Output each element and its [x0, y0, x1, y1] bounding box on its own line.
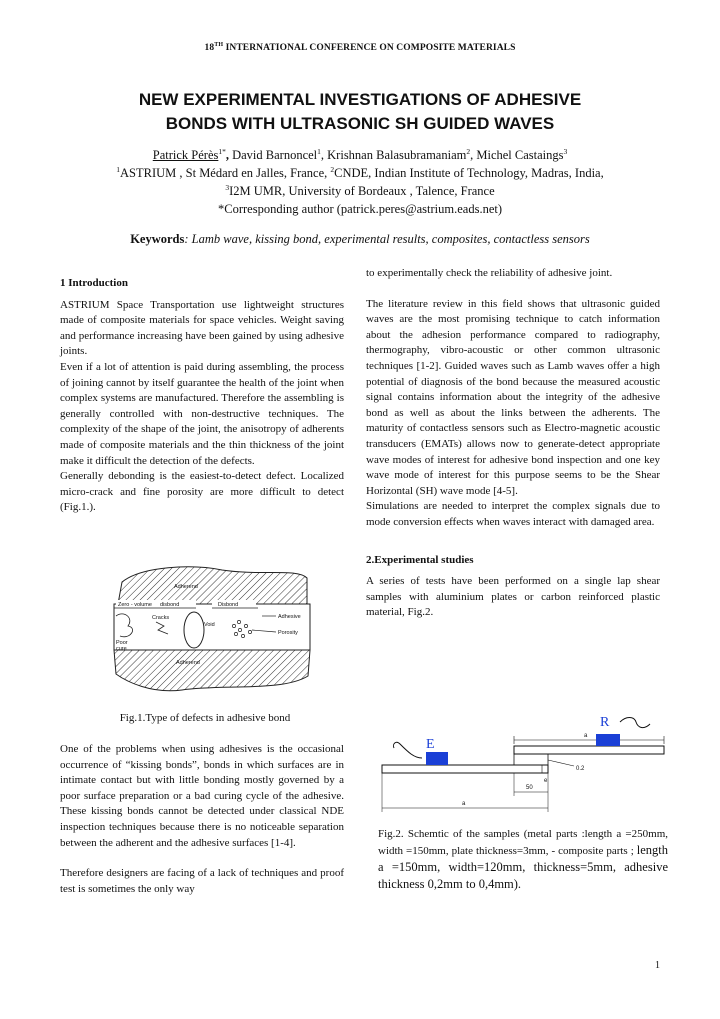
right-paragraph-3: Simulations are needed to interpret the complex signals due to mode conversion effects when waves interact with damaged area. [366, 500, 660, 528]
left-column-top [60, 276, 344, 516]
top-adherend-shape [118, 567, 307, 604]
title-line-1: NEW EXPERIMENTAL INVESTIGATIONS OF ADHESIVE [138, 90, 582, 109]
emitter-sensor [426, 752, 448, 765]
author-block [40, 146, 680, 218]
intro-paragraph-1: ASTRIUM Space Transportation use lightweight structures made of composite materials for space vehicles. Weight saving and performance increasing have been gained by using adhesive joints. [60, 298, 344, 358]
right-column [366, 266, 660, 621]
author-2: David Barnoncel [232, 148, 318, 162]
void-ellipse [184, 612, 204, 648]
affiliations-line: $^1$ASTRIUM , St Médard en Jalles, France, $^2$CNDE, Indian Institute of Technology, Madras, India, [116, 164, 604, 180]
label-porosity: Porosity [278, 630, 298, 636]
fig1-caption: Fig.1.Type of defects in adhesive bond [119, 712, 291, 724]
title-line-2: BONDS WITH ULTRASONIC SH GUIDED WAVES [165, 114, 555, 133]
dim-a-top: a [584, 733, 588, 739]
right-paragraph-4: A series of tests have been performed on a single lap shear samples with aluminium plates or carbon reinforced plastic material, Fig.2. [366, 575, 660, 619]
label-void: Void [204, 622, 215, 628]
dim-0-2: 0.2 [576, 766, 585, 772]
label-adherend-top: Adherend [174, 584, 198, 590]
dim-50: 50 [526, 785, 533, 791]
author-names: Patrick Pérès$^{1*}$, David Barnoncel$^1$, Krishnan Balasubramaniam$^2$, Michel Castaings$^3$ [152, 146, 568, 162]
label-disbond-1: disbond [160, 602, 180, 608]
label-cure: cure [116, 646, 127, 652]
intro-paragraph-4: One of the problems when using adhesives is the occasional occurrence of “kissing bonds”, bonds in which surfaces are in intimate contact but with little bonding mostly governed by a poor surface preparation or a bad curing cycle of the adhesive. These kissing bonds cannot be detected under classical NDE inspection techniques because there is no noticeable separation between the adherent and the adhesive surfaces [1-4]. [60, 743, 344, 849]
label-e: E [426, 737, 435, 752]
label-zero-volume: Zero - volume [118, 602, 152, 608]
receiver-sensor [596, 734, 620, 746]
author-4: Michel Castaings [476, 148, 564, 162]
corresponding-author: *Corresponding author (patrick.peres@astrium.eads.net) [218, 202, 502, 216]
keywords: Keywords: Lamb wave, kissing bond, experimental results, composites, contactless sensors [130, 232, 590, 246]
label-adhesive: Adhesive [278, 614, 301, 620]
intro-paragraph-3: Generally debonding is the easiest-to-detect defect. Localized micro-crack and fine porosity are more difficult to detect (Fig.1.). [60, 470, 344, 514]
conference-header: 18TH INTERNATIONAL CONFERENCE ON COMPOSITE MATERIALS [204, 42, 516, 54]
author-1: Patrick Pérès [152, 148, 219, 162]
label-cracks: Cracks [152, 615, 170, 621]
e-wire [393, 742, 422, 758]
author-3: Krishnan Balasubramaniam [327, 148, 467, 162]
intro-paragraph-2: Even if a lot of attention is paid during assembling, the process of joining cannot by itself guarantee the health of the joint when complex systems are manufactured. Therefore the assembling is generally controlled with non-destructive techniques. The complexity of the shape of the joint, the anisotropy of adherents made of composite materials and the thin thickness of the joint make it difficult the detection of the defects. [60, 360, 344, 467]
dim-a-bottom: a [462, 801, 466, 807]
page-number: 1 [655, 960, 660, 971]
fig2-sample-schematic [378, 712, 668, 822]
label-adherend-bottom: Adherend [176, 660, 200, 666]
label-poor: Poor [116, 640, 128, 646]
label-r: R [600, 715, 610, 730]
bottom-adherend-shape [114, 650, 310, 691]
left-column-bottom [60, 742, 344, 897]
fig1-defects-diagram [112, 564, 312, 692]
label-disbond-2: Disbond [218, 602, 239, 608]
upper-plate [514, 746, 664, 754]
affiliation-3: $^3$I2M UMR, University of Bordeaux , Talence, France [225, 182, 495, 198]
lower-plate [382, 765, 548, 773]
fig2-caption: Fig.2. Schemtic of the samples (metal parts :length a =250mm, width =150mm, plate thickness=3mm, - composite parts ; length a =150mm, width=120mm, thickness=5mm, adhesive thickness 0,2mm to 0,4mm). [378, 828, 668, 891]
section-heading-introduction: 1 Introduction [60, 277, 128, 289]
intro-paragraph-5: Therefore designers are facing of a lack of techniques and proof test is sometimes the only way [60, 867, 344, 895]
right-paragraph-2: The literature review in this field shows that ultrasonic guided waves are the most promising technique to catch information about the adhesion performance compared to radiography, thermography, vibro-acoustic or other common ultrasonic techniques [1-2]. Guided waves such as Lamb waves offer a high potential of diagnosis of the bond because the measured acoustic signal contains information about the integrity of the adhesive bond as well as about the links between the adherents. The maturity of contactless sensors such as Electro-magnetic acoustic transducers (EMATs) allows now to generate-detect appropriate wave modes of interest for adhesive bond inspection and one key wave mode of interest for this purpose seems to be the Shear Horizontal (SH) wave mode [4-5]. [366, 297, 660, 497]
right-paragraph-1: to experimentally check the reliability of adhesive joint. [366, 267, 613, 279]
section-heading-experimental: 2.Experimental studies [366, 553, 474, 566]
r-wire [620, 718, 650, 728]
dim-e: e [544, 778, 548, 784]
paper-title [60, 88, 660, 136]
